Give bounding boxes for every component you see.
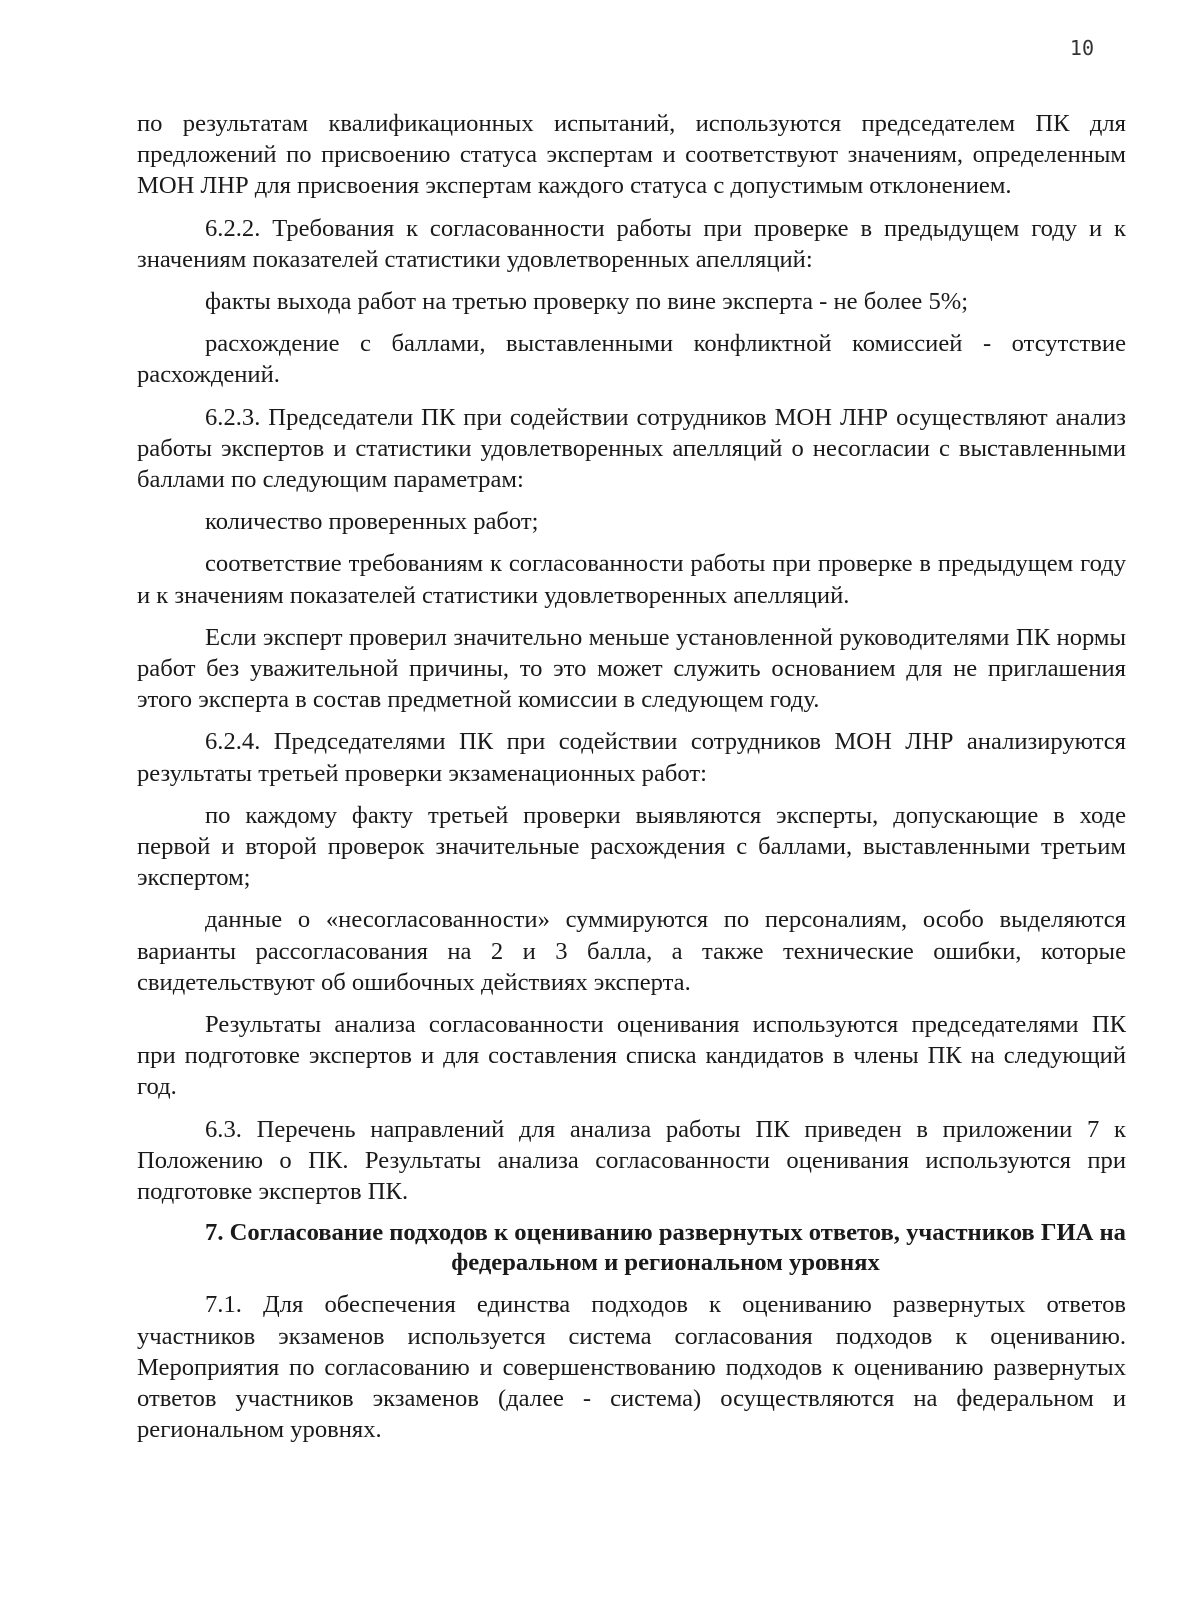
paragraph-6-2-3: 6.2.3. Председатели ПК при содействии сотрудников МОН ЛНР осуществляют анализ работы экспертов и статистики удовлетворенных апелляций о несогласии с выставленными баллами по следующим параметрам:: [137, 403, 1126, 494]
paragraph-consistency-requirements: соответствие требованиям к согласованности работы при проверке в предыдущем году и к значениям показателей статистики удовлетворенных апелляций.: [137, 550, 1126, 609]
section-heading-7: 7. Согласование подходов к оцениванию развернутых ответов, участников ГИА на федеральном и региональном уровнях: [205, 1219, 1126, 1277]
document-body: [137, 108, 1126, 1456]
page-number: 10: [1069, 36, 1094, 60]
paragraph-6-2-2: 6.2.2. Требования к согласованности работы при проверке в предыдущем году и к значениям показателей статистики удовлетворенных апелляций:: [137, 214, 1126, 273]
paragraph-expert-norm: Если эксперт проверил значительно меньше установленной руководителями ПК нормы работ без уважительной причины, то это может служить основанием для не приглашения этого эксперта в состав предметной комиссии в следующем году.: [137, 623, 1126, 714]
paragraph-third-check-experts: по каждому факту третьей проверки выявляются эксперты, допускающие в ходе первой и второй проверок значительные расхождения с баллами, выставленными третьим экспертом;: [137, 801, 1126, 892]
paragraph-checked-count: количество проверенных работ;: [205, 508, 539, 536]
paragraph-continuation: по результатам квалификационных испытаний, используются председателем ПК для предложений по присвоению статуса экспертам и соответствуют значениям, определенным МОН ЛНР для присвоения экспертам каждого статуса с допустимым отклонением.: [137, 110, 1126, 200]
paragraph-6-3: 6.3. Перечень направлений для анализа работы ПК приведен в приложении 7 к Положению о ПК. Результаты анализа согласованности оценивания используются при подготовке экспертов ПК.: [137, 1115, 1126, 1206]
paragraph-third-check-facts: факты выхода работ на третью проверку по вине эксперта - не более 5%;: [205, 288, 969, 316]
paragraph-score-discrepancy: расхождение с баллами, выставленными конфликтной комиссией - отсутствие расхождений.: [137, 330, 1126, 389]
paragraph-6-2-4: 6.2.4. Председателями ПК при содействии сотрудников МОН ЛНР анализируются результаты третьей проверки экзаменационных работ:: [137, 728, 1126, 787]
paragraph-inconsistency-data: данные о «несогласованности» суммируются по персоналиям, особо выделяются варианты рассогласования на 2 и 3 балла, а также технические ошибки, которые свидетельствуют об ошибочных действиях эксперта.: [137, 906, 1126, 996]
paragraph-analysis-results: Результаты анализа согласованности оценивания используются председателями ПК при подготовке экспертов и для составления списка кандидатов в члены ПК на следующий год.: [137, 1011, 1126, 1101]
paragraph-7-1: 7.1. Для обеспечения единства подходов к оцениванию развернутых ответов участников экзаменов используется система согласования подходов к оцениванию. Мероприятия по согласованию и совершенствованию подходов к оцениванию развернутых ответов участников экзаменов (далее - система) осуществляются на федеральном и региональном уровнях.: [137, 1291, 1126, 1444]
